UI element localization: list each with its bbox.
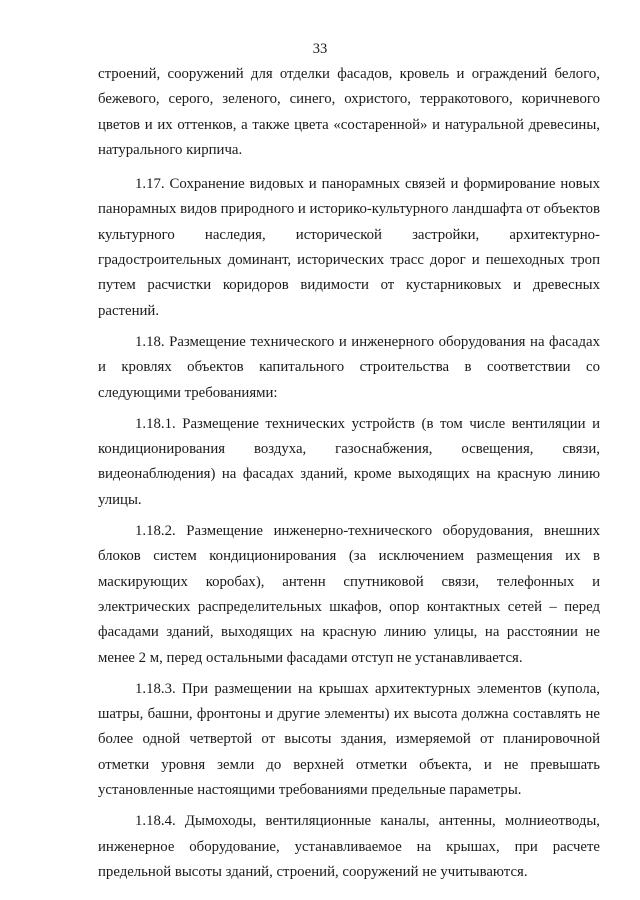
paragraph-1-18: 1.18. Размещение технического и инженерного оборудования на фасадах и кровлях объектов капитального строительства в соответствии со следующими требованиями:: [98, 333, 600, 401]
paragraph-1-18-3: 1.18.3. При размещении на крышах архитектурных элементов (купола, шатры, башни, фронтоны и другие элементы) их высота должна составлять не более одной четвертой от высоты здания, измеряемой от планировочной отметки уровня земли до верхней отметки объекта, и не превышать установленные настоящими требованиями предельные параметры.: [98, 680, 600, 799]
paragraph-1-18-4: 1.18.4. Дымоходы, вентиляционные каналы, антенны, молниеотводы, инженерное оборудование, устанавливаемое на крышах, при расчете предельной высоты зданий, строений, сооружений не учитываются.: [98, 813, 600, 880]
paragraph-1-18-2: 1.18.2. Размещение инженерно-технического оборудования, внешних блоков систем кондиционирования (за исключением размещения их в маскирующих коробах), антенн спутниковой связи, телефонных и электрических распределительных шкафов, опор контактных сетей – перед фасадами зданий, выходящих на красную линию улицы, на расстоянии не менее 2 м, перед остальными фасадами отступ не устанавливается.: [98, 523, 600, 666]
page-number: 33: [312, 41, 328, 57]
paragraph-continuation: строений, сооружений для отделки фасадов, кровель и ограждений белого, бежевого, серого, зеленого, синего, охристого, терракотового, коричневого цветов и их оттенков, а также цвета «состаренной» и натуральной древесины, натурального кирпича.: [98, 66, 600, 158]
document-body: [98, 62, 600, 891]
paragraph-1-17: 1.17. Сохранение видовых и панорамных связей и формирование новых панорамных видов природного и историко-культурного ландшафта от объектов культурного наследия, исторической застройки, архитектурно-градостроительных доминант, исторических трасс дорог и пешеходных троп путем расчистки коридоров видимости от кустарниковых и древесных растений.: [98, 176, 600, 319]
paragraph-1-18-1: 1.18.1. Размещение технических устройств (в том числе вентиляции и кондиционирования воздуха, газоснабжения, освещения, связи, видеонаблюдения) на фасадах зданий, кроме выходящих на красную линию улицы.: [98, 415, 600, 508]
